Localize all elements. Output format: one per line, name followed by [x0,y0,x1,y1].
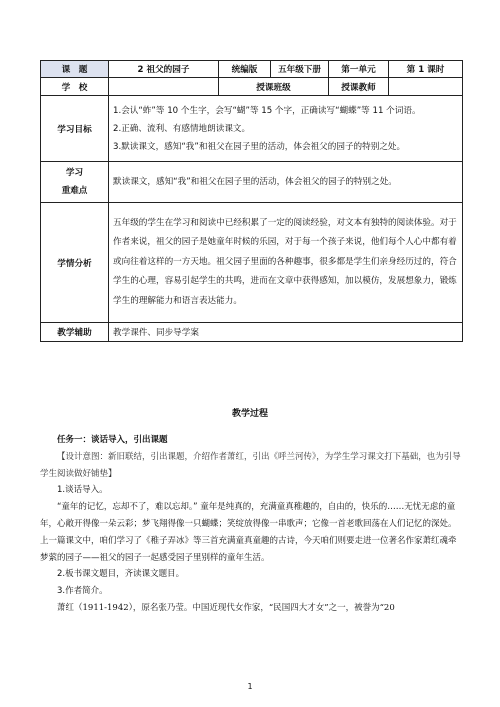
analysis-row [41,203,463,323]
topic-label: 课 题 [41,61,109,78]
school-row [41,78,463,96]
class-label: 授课班级 [219,78,329,96]
edition: 统编版 [219,61,271,78]
aids-content: 教学课件、同步导学案 [109,323,463,342]
key-points-label-line: 重难点 [61,186,88,196]
process-body [40,432,464,617]
key-points-label [41,162,109,203]
lesson-plan-table [40,60,463,342]
page-number: 1 [247,682,253,691]
aids-label: 教学辅助 [41,323,109,342]
step-item: 2.板书课文题目，齐读课文题目。 [57,569,185,580]
aids-row [41,323,463,342]
school-label: 学 校 [41,78,109,96]
header-row [41,61,463,78]
objective-item: 1.会认“蚱”等 10 个生字，会写“蝴”等 15 个字，正确读写“蝴蝶”等 11 个词语。 [113,105,421,116]
analysis-content: 五年级的学生在学习和阅读中已经积累了一定的阅读经验，对文本有独特的阅读体验。对于作者来说，祖父的园子是她童年时候的乐园，对于每一个孩子来说，他们每个人心中都有着或向往着这样的一方天地。祖父园子里面的各种趣事，很多都是学生们亲身经历过的，符合学生的心理，容易引起学生的共鸣，进而在文章中获得感知，加以模仿，发展想象力，锻炼学生的理解能力和语言表达能力。 [109,203,463,323]
unit: 第一单元 [329,61,389,78]
lesson-title: 2 祖父的园子 [109,61,219,78]
step-item: 3.作者简介。 [57,586,108,597]
step-item: 1.谈话导入。 [57,485,108,496]
objectives-content [109,96,463,162]
key-points-row [41,162,463,203]
teacher-label: 授课教师 [329,78,389,96]
process-title: 教学过程 [231,409,268,419]
objectives-label: 学习目标 [41,96,109,162]
grade: 五年级下册 [271,61,329,78]
analysis-label: 学情分析 [41,203,109,323]
author-paragraph: 萧红（1911-1942），原名张乃莹。中国近现代女作家，“民国四大才女”之一，被誉为“20 [57,602,395,613]
intro-paragraph: “童年的记忆，忘却不了，难以忘却。” 童年是纯真的，充满童真稚趣的，自由的，快乐的……无忧无虑的童年，心敞开得像一朵云彩；梦飞翔得像一只蝴蝶；笑绽放得像一串歌声；它像一首老歌回荡在人们记忆的深处。上一篇课文中，咱们学习了《稚子弄冰》等三首充满童真童趣的古诗，今天咱们则要走进一位著名作家萧红魂牵梦萦的园子——祖父的园子一起感受园子里别样的童年生活。 [40,502,457,563]
objective-item: 2.正确、流利、有感情地朗读课文。 [113,123,251,134]
design-note: 【设计意图：新旧联结，引出课题，介绍作者萧红，引出《呼兰河传》，为学生学习课文打下基础，也为引导学生阅读做好铺垫】 [40,451,461,479]
teacher-value [389,78,463,96]
school-value [109,78,219,96]
key-points-label-line: 学习 [65,168,84,178]
task-heading: 任务一：谈话导入，引出课题 [57,435,168,445]
objective-item: 3.默读课文，感知“我”和祖父在园子里的活动，体会祖父的园子的特别之处。 [113,141,406,152]
objectives-row [41,96,463,162]
period: 第 1 课时 [389,61,463,78]
key-points-content: 默读课文，感知“我”和祖父在园子里的活动，体会祖父的园子的特别之处。 [109,162,463,203]
